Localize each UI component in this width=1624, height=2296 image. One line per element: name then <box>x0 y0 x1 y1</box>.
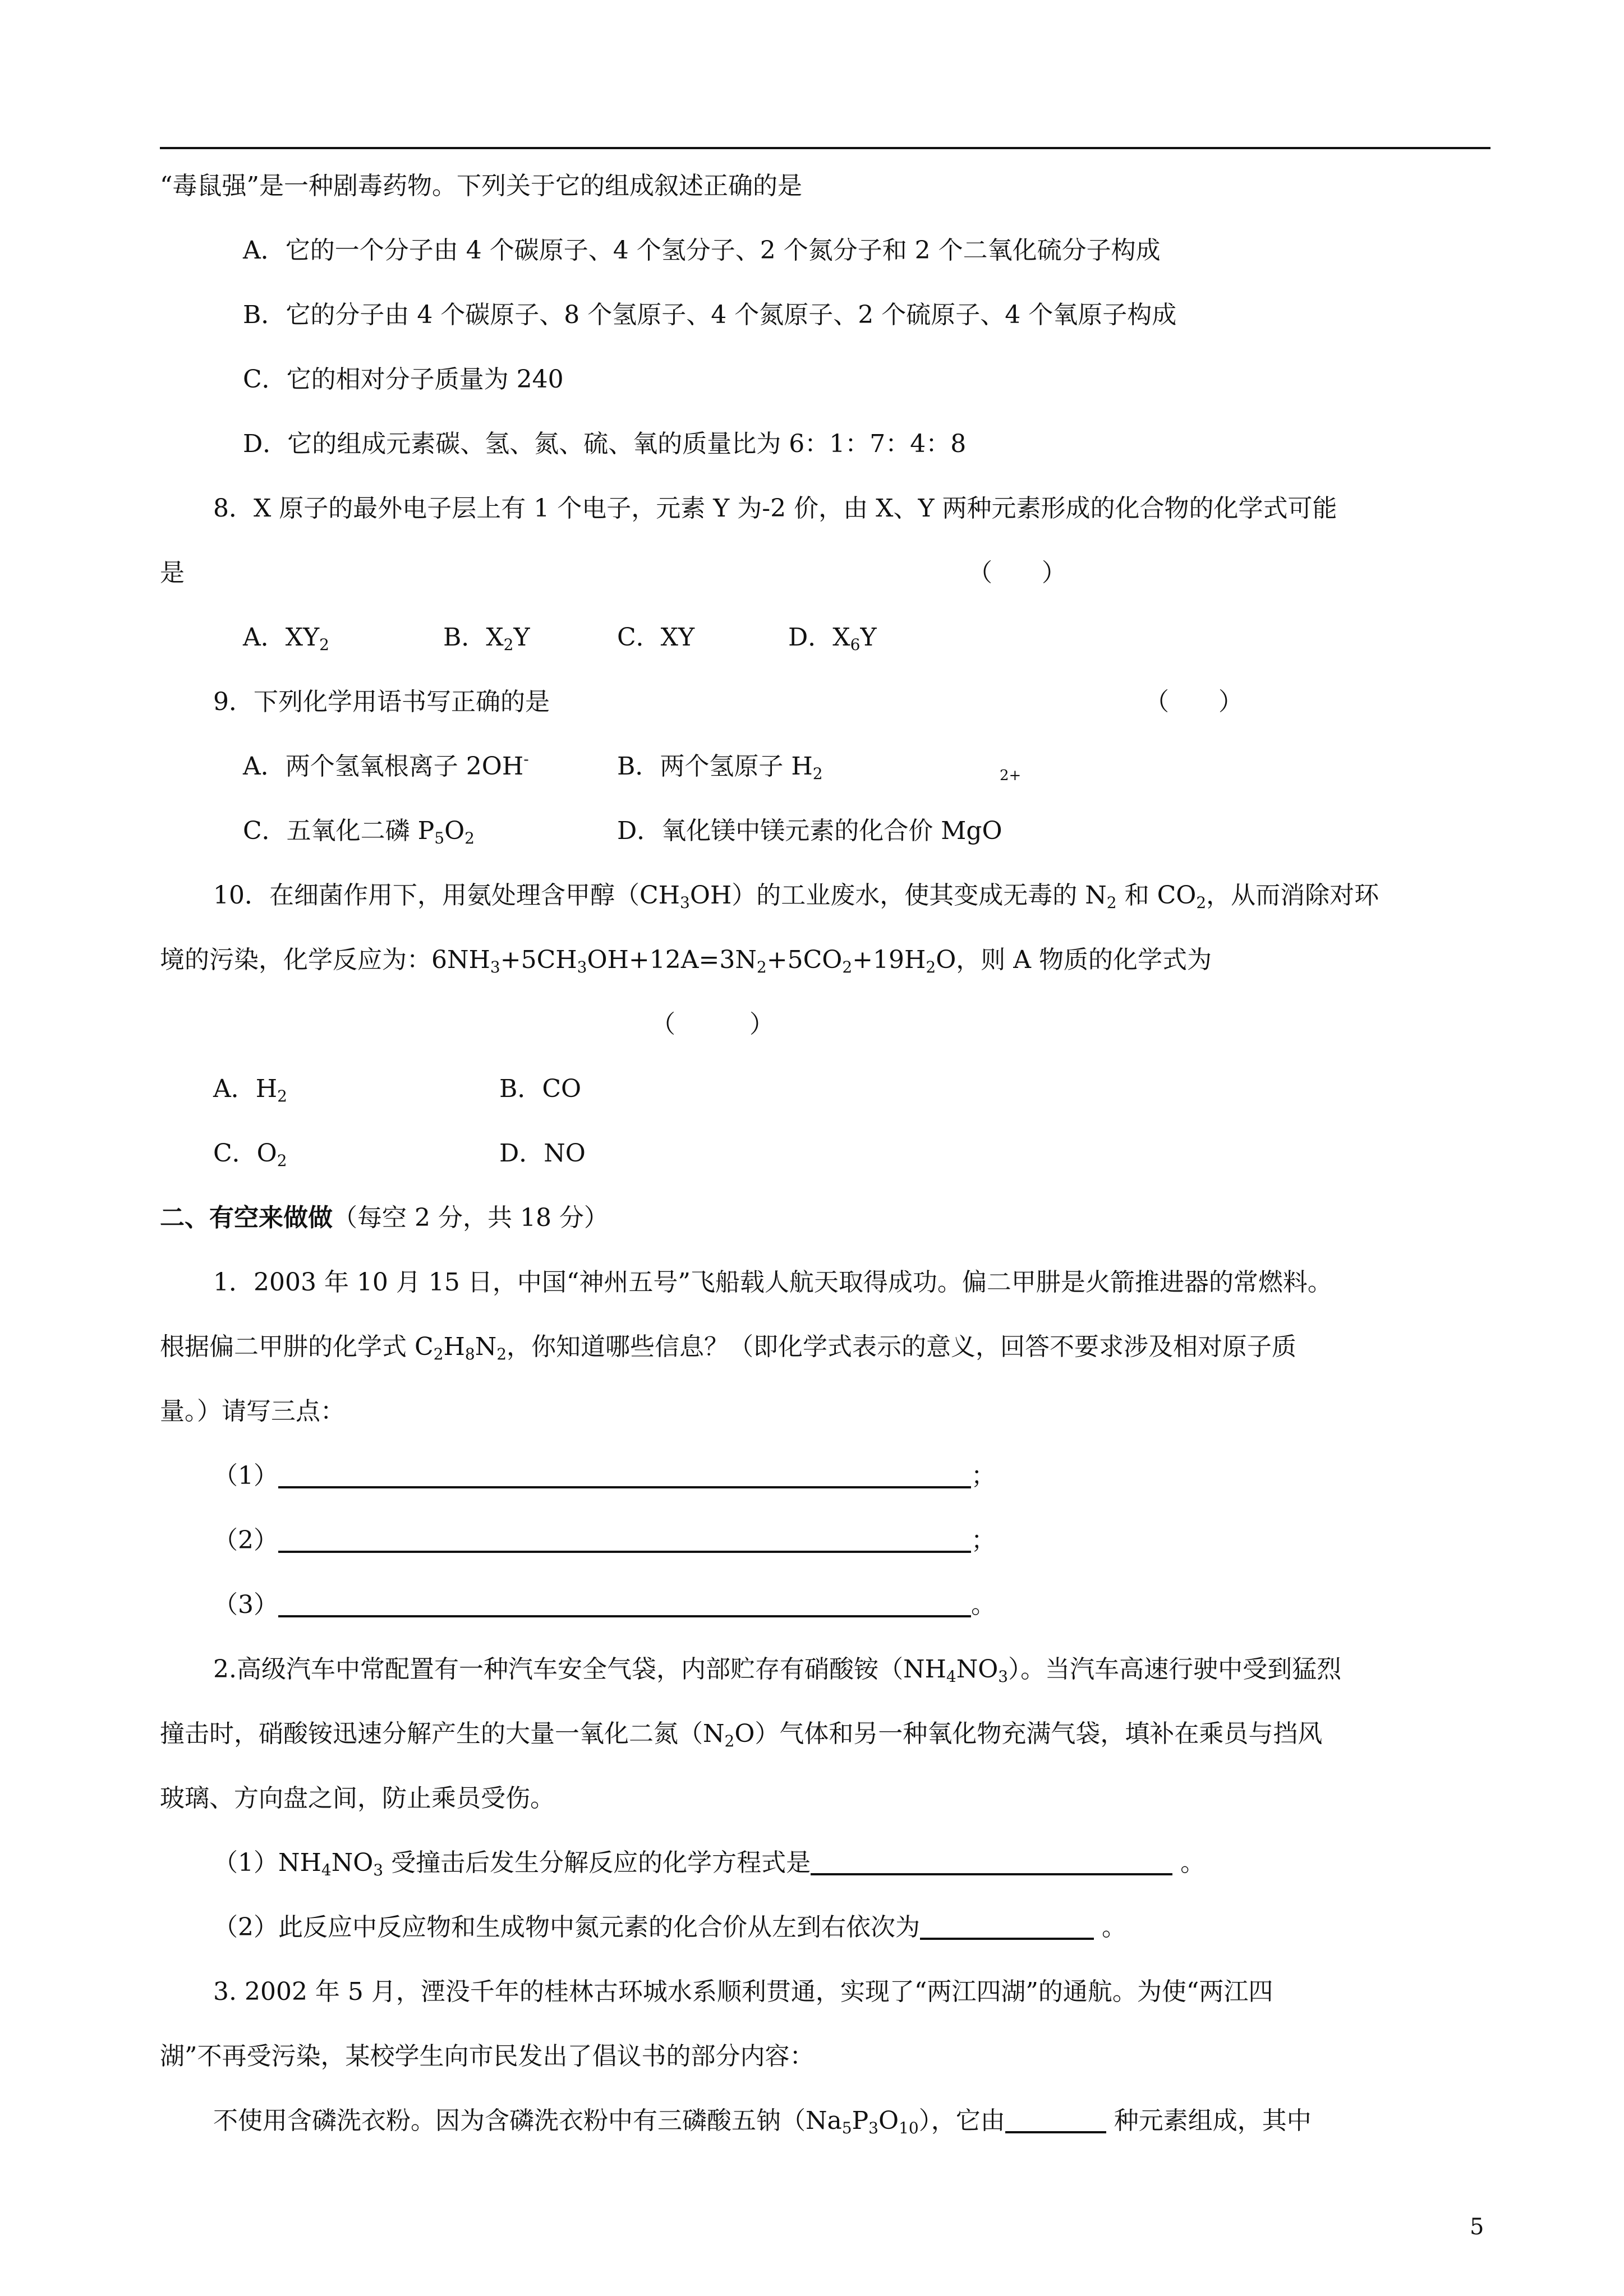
q8-option-a: A．$XY_2$ <box>243 623 329 654</box>
q8-stem-line2: 是 <box>160 559 185 587</box>
s2q2-sub2: （2）此反应中反应物和生成物中氮元素的化合价从左到右依次为 。 <box>213 1913 1126 1942</box>
q9-option-a: A．两个氢氧根离子 2OH- <box>243 750 529 781</box>
s2q1-answer-1-blank[interactable] <box>278 1465 971 1488</box>
s2q3-element-count-blank[interactable] <box>1005 2110 1106 2133</box>
q7-option-b: B．它的分子由 4 个碳原子、8 个氢原子、4 个氮原子、2 个硫原子、4 个氧原子构成 <box>243 301 1177 329</box>
q8-option-c: C．XY <box>617 623 695 652</box>
q9-option-d: D．氧化镁中镁元素的化合价 MgO <box>617 817 1002 845</box>
q7-option-d: D．它的组成元素碳、氢、氮、硫、氧的质量比为 6：1：7：4：8 <box>243 430 967 458</box>
s2q1-answer-2: （2） ； <box>213 1526 996 1555</box>
q9-option-b: B．两个氢原子 $H_2$ <box>617 752 823 783</box>
q10-stem-line1: 10．在细菌作用下，用氨处理含甲醇$(CH_3OH)$的工业废水，使其变成无毒的 $N_2$ 和 $CO_2$，从而消除对环 <box>213 881 1379 912</box>
s2q2-sub2-blank[interactable] <box>920 1916 1094 1940</box>
s2q1-line2: 根据偏二甲肼的化学式 $C_2H_8N_2$，你知道哪些信息？（即化学式表示的意义，回答不要求涉及相对原子质 <box>160 1333 1297 1363</box>
s2q2-sub1: $(1)NH_4NO_3$ 受撞击后发生分解反应的化学方程式是 。 <box>213 1848 1206 1879</box>
section2-heading: 二、有空来做做（每空 2 分，共 18 分） <box>160 1204 609 1232</box>
s2q1-answer-3: （3） 。 <box>213 1590 996 1619</box>
q8-answer-paren: （ ） <box>968 559 1066 587</box>
q10-option-a: A．$H_2$ <box>213 1075 287 1105</box>
q8-option-d: D．$X_6Y$ <box>788 623 877 654</box>
q8-stem-line1: 8．X 原子的最外电子层上有 1 个电子，元素 Y 为-2 价，由 X、Y 两种元素形成的化合物的化学式可能 <box>213 494 1337 523</box>
s2q1-line1: 1．2003 年 10 月 15 日，中国“神州五号”飞船载人航天取得成功。偏二甲肼是火箭推进器的常燃料。 <box>213 1268 1332 1297</box>
q10-option-b: B．CO <box>499 1075 582 1103</box>
q9-answer-paren: （ ） <box>1144 688 1243 716</box>
q10-option-c: C．$O_2$ <box>213 1139 287 1170</box>
q7-stem: “毒鼠强”是一种剧毒药物。下列关于它的组成叙述正确的是 <box>160 172 802 200</box>
q10-answer-paren: （ ） <box>651 1010 774 1039</box>
q7-option-a: A．它的一个分子由 4 个碳原子、4 个氢分子、2 个氮分子和 2 个二氧化硫分子构成 <box>243 236 1161 265</box>
s2q1-line3: 量。）请写三点： <box>160 1397 345 1426</box>
q9-option-c: C．五氧化二磷 $P_5O_2$ <box>243 817 475 847</box>
s2q3-line1: 3. 2002 年 5 月，湮没千年的桂林古环城水系顺利贯通，实现了“两江四湖”的通航。为使“两江四 <box>213 1977 1273 2006</box>
q8-option-b: B．$X_2Y$ <box>443 623 530 654</box>
s2q1-answer-3-blank[interactable] <box>278 1594 971 1617</box>
s2q3-line3: 不使用含磷洗衣粉。因为含磷洗衣粉中有三磷酸五钠$(Na_5P_3O_{10})$，它由 种元素组成，其中 <box>213 2106 1312 2137</box>
q7-option-c: C．它的相对分子质量为 240 <box>243 365 564 394</box>
s2q1-answer-2-blank[interactable] <box>278 1529 971 1553</box>
q9-charge-mark: 2+ <box>1000 767 1022 784</box>
page-number: 5 <box>1470 2214 1484 2240</box>
q10-option-d: D．NO <box>499 1139 586 1168</box>
s2q2-sub1-blank[interactable] <box>811 1852 1172 1875</box>
q9-stem: 9．下列化学用语书写正确的是 <box>213 688 550 716</box>
header-rule <box>160 147 1490 149</box>
s2q2-line2: 撞击时，硝酸铵迅速分解产生的大量一氧化二氮$(N_2O)$气体和另一种氧化物充满气袋，填补在乘员与挡风 <box>160 1719 1323 1750</box>
s2q3-line2: 湖”不再受污染，某校学生向市民发出了倡议书的部分内容： <box>160 2042 815 2071</box>
q10-stem-line2: 境的污染，化学反应为：$6NH_3+5CH_3OH+12A=3N_2+5CO_2+19H_2O$，则 A 物质的化学式为 <box>160 946 1212 976</box>
s2q2-line1: 2.高级汽车中常配置有一种汽车安全气袋，内部贮存有硝酸铵$(NH_4NO_3)$。当汽车高速行驶中受到猛烈 <box>213 1655 1342 1686</box>
s2q1-answer-1: （1） ； <box>213 1461 996 1490</box>
s2q2-line3: 玻璃、方向盘之间，防止乘员受伤。 <box>160 1784 555 1813</box>
